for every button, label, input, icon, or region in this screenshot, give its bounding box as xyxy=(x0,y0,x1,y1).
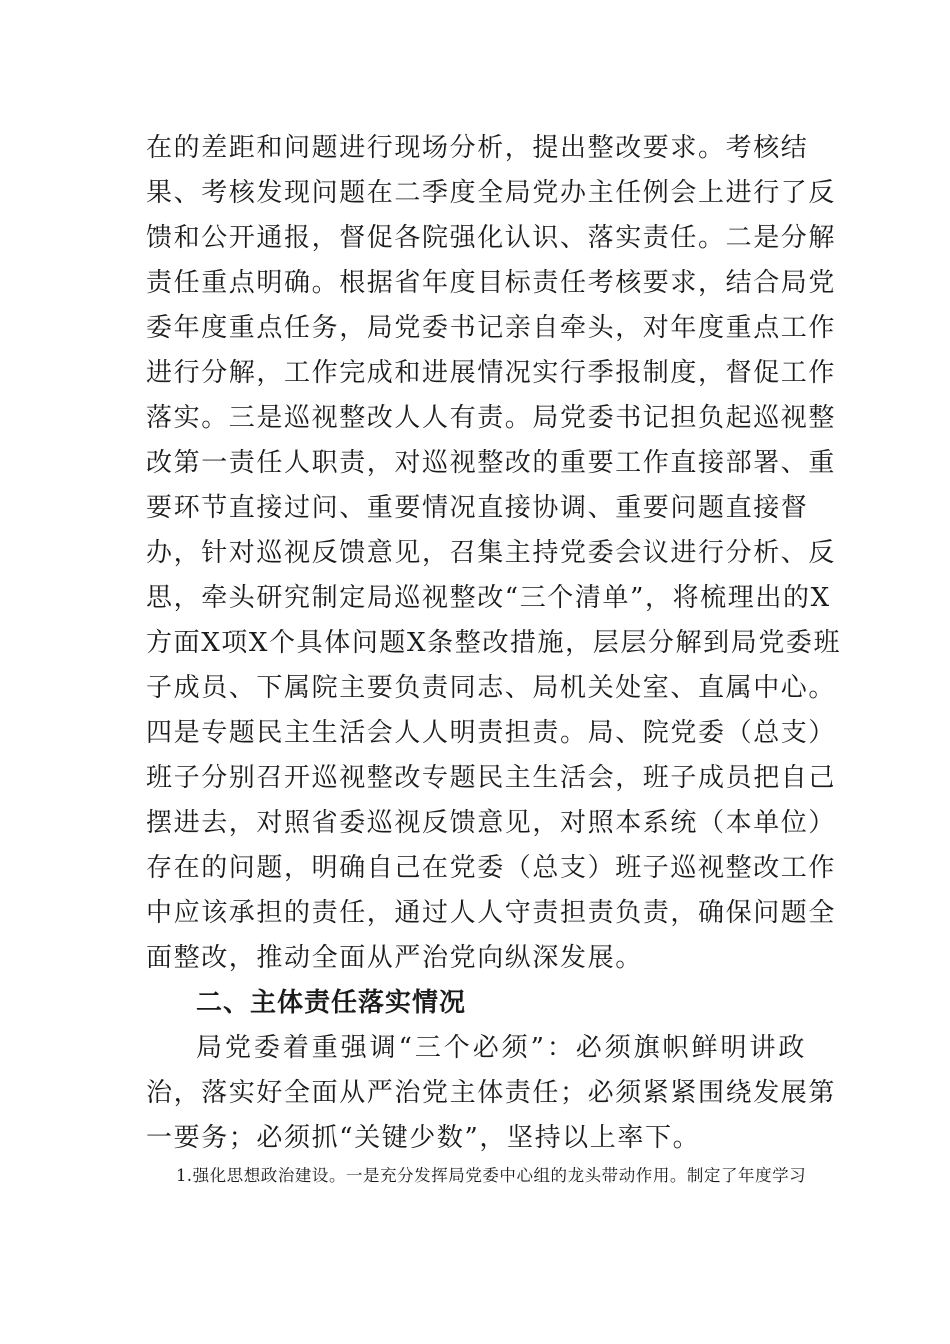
paragraph-line: 一要务；必须抓“关键少数”，坚持以上率下。 xyxy=(146,1123,701,1153)
paragraph-line: 班子分别召开巡视整改专题民主生活会，班子成员把自己 xyxy=(146,763,837,793)
paragraph-line: 落实。三是巡视整改人人有责。局党委书记担负起巡视整 xyxy=(146,403,837,433)
paragraph-line: 果、考核发现问题在二季度全局党办主任例会上进行了反 xyxy=(146,178,837,208)
paragraph-line: 要环节直接过问、重要情况直接协调、重要问题直接督 xyxy=(146,493,809,523)
paragraph-line: 思，牵头研究制定局巡视整改“三个清单”，将梳理出的X xyxy=(146,583,831,613)
paragraph-line: 办，针对巡视反馈意见，召集主持党委会议进行分析、反 xyxy=(146,538,837,568)
paragraph-line: 进行分解，工作完成和进展情况实行季报制度，督促工作 xyxy=(146,358,837,388)
paragraph-line: 面整改，推动全面从严治党向纵深发展。 xyxy=(146,943,643,973)
paragraph-line: 摆进去，对照省委巡视反馈意见，对照本系统（本单位） xyxy=(146,808,837,838)
paragraph-line: 存在的问题，明确自己在党委（总支）班子巡视整改工作 xyxy=(146,853,837,883)
paragraph-line: 子成员、下属院主要负责同志、局机关处室、直属中心。 xyxy=(146,673,837,703)
paragraph-line: 四是专题民主生活会人人明责担责。局、院党委（总支） xyxy=(146,718,837,748)
paragraph-line: 委年度重点任务，局党委书记亲自牵头，对年度重点工作 xyxy=(146,313,837,343)
footer-text-line: 1.强化思想政治建设。一是充分发挥局党委中心组的龙头带动作用。制定了年度学习 xyxy=(176,1166,806,1185)
paragraph-line: 改第一责任人职责，对巡视整改的重要工作直接部署、重 xyxy=(146,448,837,478)
paragraph-line: 在的差距和问题进行现场分析，提出整改要求。考核结 xyxy=(146,133,809,163)
paragraph-line: 方面X项X个具体问题X条整改措施，层层分解到局党委班 xyxy=(146,628,842,658)
paragraph-line: 治，落实好全面从严治党主体责任；必须紧紧围绕发展第 xyxy=(146,1078,837,1108)
paragraph-line: 责任重点明确。根据省年度目标责任考核要求，结合局党 xyxy=(146,268,837,298)
paragraph-line: 局党委着重强调“三个必须”：必须旗帜鲜明讲政 xyxy=(196,1033,806,1063)
paragraph-line: 中应该承担的责任，通过人人守责担责负责，确保问题全 xyxy=(146,898,837,928)
paragraph-line: 馈和公开通报，督促各院强化认识、落实责任。二是分解 xyxy=(146,223,837,253)
section-heading: 二、主体责任落实情况 xyxy=(196,988,467,1018)
